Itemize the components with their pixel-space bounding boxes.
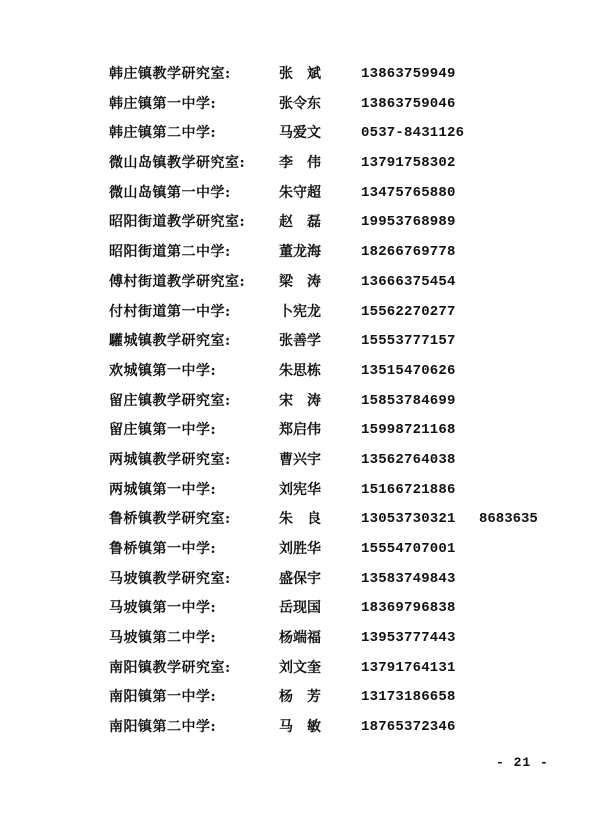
- contact-name: 张令东: [279, 95, 321, 112]
- contact-phone: 13953777443: [361, 630, 456, 647]
- contact-phone: 13562764038: [361, 451, 456, 468]
- organization-label: 南阳镇第一中学:: [109, 689, 217, 706]
- contact-row: [0, 60, 614, 90]
- contact-phone: 13863759949: [361, 66, 456, 82]
- contact-name: 刘文奎: [279, 659, 321, 676]
- contact-row: [0, 387, 614, 417]
- contact-name: 刘胜华: [279, 541, 321, 557]
- contact-phone: 13515470626: [361, 362, 456, 379]
- contact-row: [0, 90, 614, 120]
- contact-row: [0, 594, 614, 624]
- organization-label: 留庄镇教学研究室:: [109, 392, 231, 409]
- contact-phone: 13053730321: [361, 511, 456, 528]
- contact-row: [0, 505, 614, 535]
- contact-name: 杨 芳: [279, 689, 321, 706]
- contact-row: [0, 624, 614, 654]
- contact-row: [0, 119, 614, 149]
- contact-phone: 18765372346: [361, 719, 456, 736]
- contact-row: [0, 327, 614, 357]
- organization-label: 两城镇教学研究室:: [109, 451, 231, 468]
- contact-row: [0, 683, 614, 713]
- organization-label: 马坡镇教学研究室:: [109, 570, 231, 587]
- organization-label: 韩庄镇第一中学:: [109, 95, 217, 112]
- contact-phone: 0537-8431126: [361, 125, 465, 142]
- contact-name: 朱守超: [279, 184, 321, 201]
- contact-extra-number: 8683635: [479, 511, 538, 528]
- organization-label: 韩庄镇教学研究室:: [109, 66, 231, 82]
- contact-phone: 15998721168: [361, 422, 456, 439]
- contact-name: 梁 涛: [279, 273, 321, 290]
- organization-label: 留庄镇第一中学:: [109, 422, 217, 439]
- contact-name: 朱思栋: [279, 362, 321, 379]
- contact-row: [0, 565, 614, 595]
- contact-phone: 13863759046: [361, 95, 456, 112]
- contact-phone: 13583749843: [361, 570, 456, 587]
- contact-phone: 15562270277: [361, 303, 456, 320]
- contact-name: 宋 涛: [279, 392, 321, 409]
- organization-label: 南阳镇教学研究室:: [109, 659, 231, 676]
- contact-name: 赵 磊: [279, 214, 321, 231]
- contact-row: [0, 357, 614, 387]
- contact-name: 郑启伟: [279, 422, 321, 439]
- contact-row: [0, 298, 614, 328]
- contact-phone: 13791764131: [361, 659, 456, 676]
- organization-label: 驩城镇教学研究室:: [109, 333, 231, 350]
- contact-name: 马 敏: [279, 719, 321, 736]
- contact-phone: 15553777157: [361, 333, 456, 350]
- contact-name: 盛保宇: [279, 570, 321, 587]
- organization-label: 昭阳街道第二中学:: [109, 244, 231, 261]
- organization-label: 欢城镇第一中学:: [109, 362, 217, 379]
- contact-phone: 13791758302: [361, 155, 456, 172]
- contact-row: [0, 416, 614, 446]
- organization-label: 鲁桥镇第一中学:: [109, 541, 217, 557]
- contact-name: 朱 良: [279, 511, 321, 528]
- contact-name: 李 伟: [279, 155, 321, 172]
- contact-row: [0, 208, 614, 238]
- contact-phone: 15853784699: [361, 392, 456, 409]
- contact-name: 杨端福: [279, 630, 321, 647]
- contact-phone: 18369796838: [361, 600, 456, 617]
- organization-label: 昭阳街道教学研究室:: [109, 214, 246, 231]
- contact-row: [0, 713, 614, 743]
- contact-name: 刘宪华: [279, 481, 321, 498]
- contact-phone: 15554707001: [361, 541, 456, 557]
- contact-name: 曹兴宇: [279, 451, 321, 468]
- contact-name: 张善学: [279, 333, 321, 350]
- contact-row: [0, 238, 614, 268]
- organization-label: 马坡镇第一中学:: [109, 600, 217, 617]
- contact-name: 张 斌: [279, 66, 321, 82]
- contact-name: 卜宪龙: [279, 303, 321, 320]
- organization-label: 微山岛镇第一中学:: [109, 184, 231, 201]
- contact-row: [0, 476, 614, 506]
- organization-label: 马坡镇第二中学:: [109, 630, 217, 647]
- contact-phone: 15166721886: [361, 481, 456, 498]
- organization-label: 微山岛镇教学研究室:: [109, 155, 246, 172]
- contact-phone: 19953768989: [361, 214, 456, 231]
- contact-phone: 13666375454: [361, 273, 456, 290]
- page-number: - 21 -: [496, 755, 549, 770]
- organization-label: 南阳镇第二中学:: [109, 719, 217, 736]
- organization-label: 鲁桥镇教学研究室:: [109, 511, 231, 528]
- contact-phone: 13475765880: [361, 184, 456, 201]
- organization-label: 傅村街道教学研究室:: [109, 273, 246, 290]
- contact-phone: 13173186658: [361, 689, 456, 706]
- organization-label: 韩庄镇第二中学:: [109, 125, 217, 142]
- organization-label: 付村街道第一中学:: [109, 303, 231, 320]
- contact-name: 岳现国: [279, 600, 321, 617]
- contact-row: [0, 149, 614, 179]
- contact-name: 马爱文: [279, 125, 321, 142]
- contact-row: [0, 654, 614, 684]
- contact-phone: 18266769778: [361, 244, 456, 261]
- contact-row: [0, 446, 614, 476]
- contact-name: 董龙海: [279, 244, 321, 261]
- contact-row: [0, 268, 614, 298]
- contact-list: [0, 60, 614, 743]
- organization-label: 两城镇第一中学:: [109, 481, 217, 498]
- contact-row: [0, 535, 614, 565]
- contact-row: [0, 179, 614, 209]
